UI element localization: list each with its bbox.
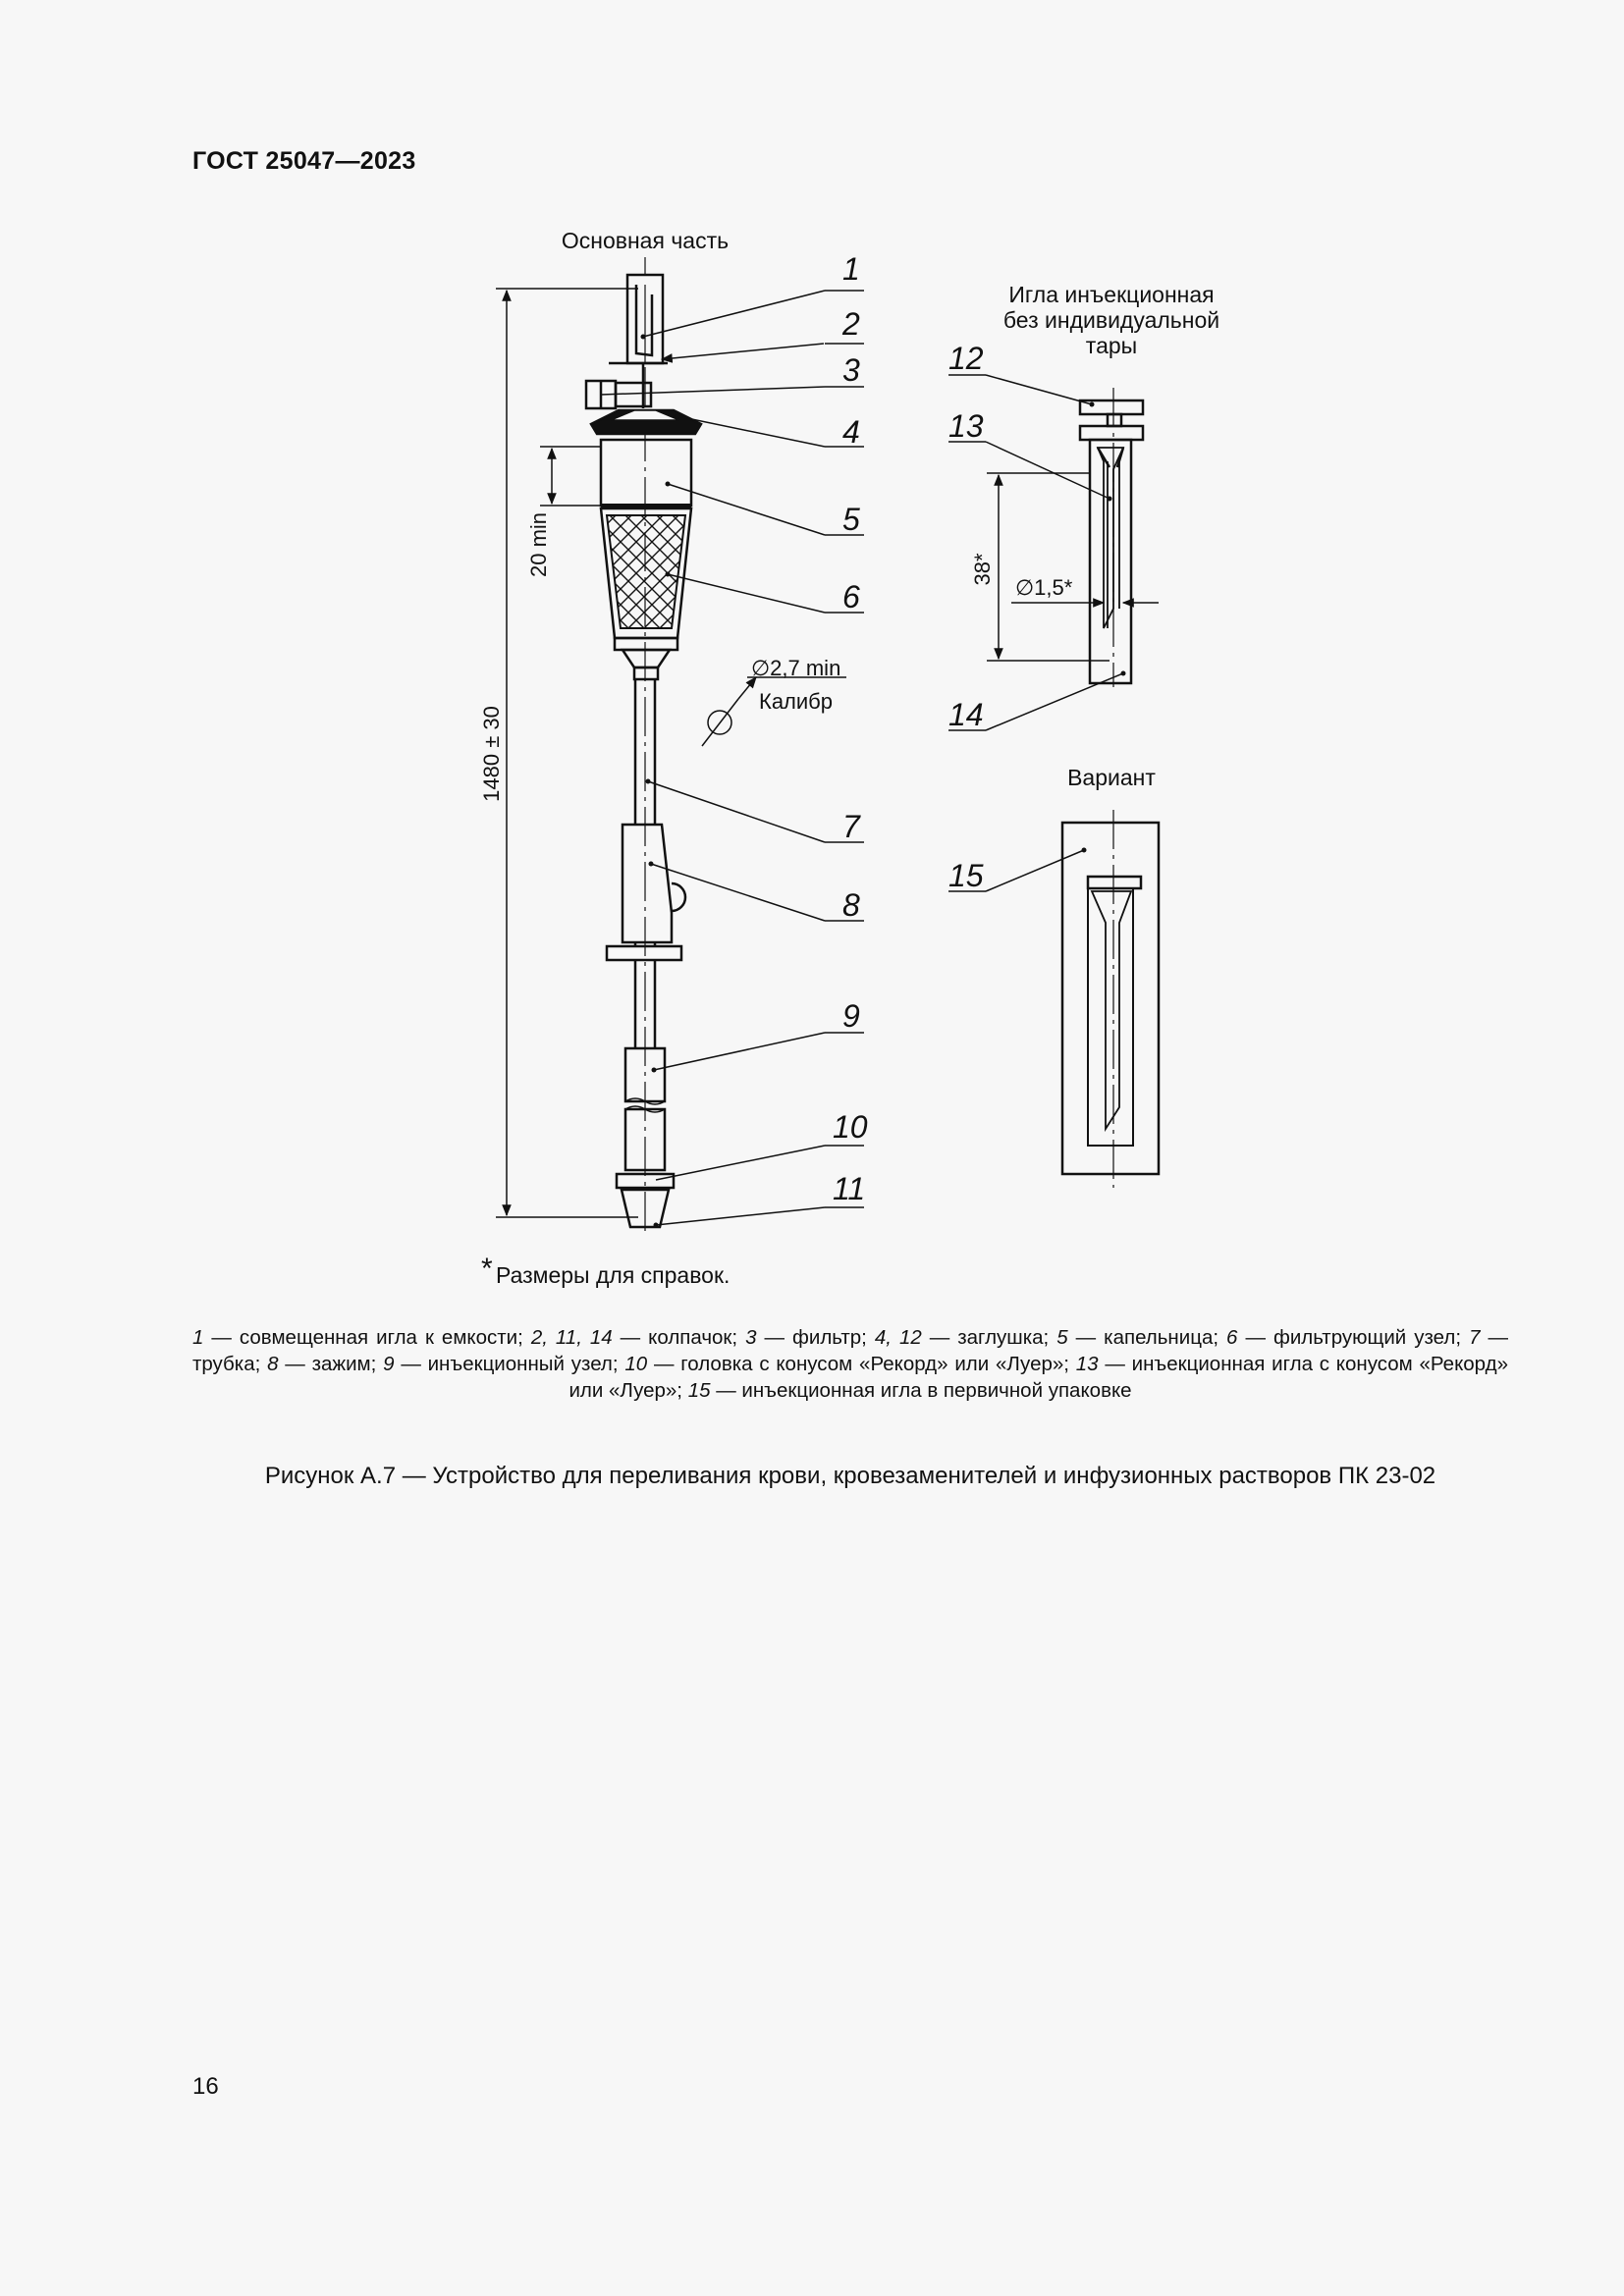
callout-9: 9 [842,998,860,1034]
legend-item [688,1379,1132,1402]
variant-package [1062,810,1159,1188]
callout-11: 11 [833,1171,866,1206]
figure-legend [192,1324,1508,1404]
legend-item-text: — фильтр; [756,1326,875,1349]
dim-20min: 20 min [526,511,551,578]
legend-item [745,1326,875,1349]
legend-item-text: — заглушка; [921,1326,1057,1349]
legend-item [1056,1326,1226,1349]
legend-item-text: — совмещенная игла к емкости; [203,1326,531,1349]
callout-12: 12 [948,341,984,376]
legend-item-text: — капельница; [1067,1326,1227,1349]
legend-item-number: 10 [624,1353,648,1375]
legend-item-number: 6 [1226,1326,1238,1349]
legend-item-number: 2, 11, 14 [530,1326,613,1349]
callout-5: 5 [842,502,860,537]
note-asterisk: * [481,1253,493,1285]
legend-item-number: 13 [1075,1353,1099,1375]
legend-item [624,1353,1075,1375]
dim-total-length: 1480 ± 30 [479,706,504,802]
legend-item [383,1353,624,1375]
reference-note: Размеры для справок. [496,1262,731,1288]
needle-title-line3: тары [1085,333,1138,358]
variant-title: Вариант [1067,765,1156,790]
injection-needle [1080,388,1143,687]
callout-8: 8 [842,887,860,923]
callout-13: 13 [948,408,984,444]
callout-15: 15 [948,858,984,893]
legend-item-number: 7 [1469,1326,1481,1349]
callout-3: 3 [842,352,860,388]
callout-1: 1 [842,251,860,287]
dim-diameter-27: ∅2,7 min [751,656,841,680]
legend-item-text: — зажим; [278,1353,384,1375]
legend-item [1226,1326,1469,1349]
callout-10: 10 [833,1109,868,1145]
legend-item-number: 5 [1056,1326,1068,1349]
dim-diameter-15: ∅1,5* [1015,575,1073,600]
callout-14: 14 [948,697,984,732]
callout-4: 4 [842,414,860,450]
needle-title-line1: Игла инъекционная [1008,282,1215,307]
legend-item [192,1326,531,1349]
page-number: 16 [192,2073,219,2100]
legend-item [875,1326,1056,1349]
legend-item-number: 3 [745,1326,757,1349]
legend-item-number: 9 [383,1353,395,1375]
legend-item-text: — трубка; [192,1326,1508,1375]
legend-item-text: — колпачок; [612,1326,746,1349]
callout-7: 7 [842,809,860,844]
legend-item-number: 15 [687,1379,711,1402]
legend-item-text: — фильтрующий узел; [1237,1326,1470,1349]
legend-item-number: 1 [192,1326,204,1349]
legend-item-text: — головка с конусом «Рекорд» или «Луер»; [647,1353,1076,1375]
calibre-label: Калибр [759,689,834,714]
standard-header: ГОСТ 25047—2023 [192,147,416,175]
main-device [586,257,701,1232]
legend-item-text: — инъекционная игла в первичной упаковке [710,1379,1132,1402]
legend-item-text: — инъекционный узел; [394,1353,625,1375]
needle-title-line2: без индивидуальной [1002,307,1220,333]
main-part-title: Основная часть [561,228,730,253]
callout-2: 2 [842,306,860,342]
legend-item [267,1353,383,1375]
figure-caption: Рисунок А.7 — Устройство для переливания крови, кровезаменителей и инфузионных растворов ПК 23-02 [264,1463,1436,1489]
legend-item-number: 4, 12 [874,1326,922,1349]
legend-item-number: 8 [267,1353,279,1375]
callout-6: 6 [842,579,860,614]
legend-item-text: — инъекционная игла с конусом «Рекорд» или «Луер»; [568,1353,1508,1402]
dim-38: 38* [970,553,995,586]
legend-item [531,1326,745,1349]
